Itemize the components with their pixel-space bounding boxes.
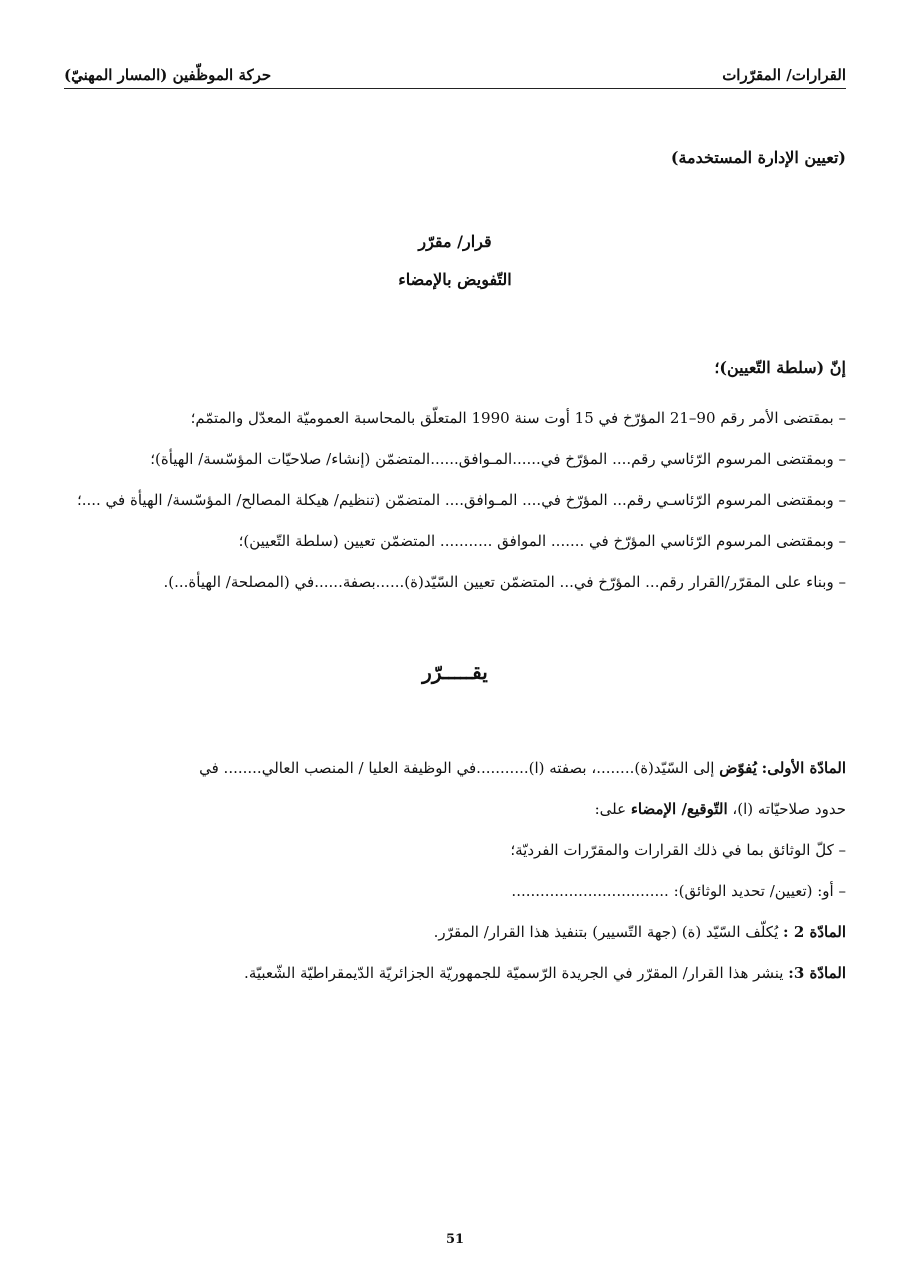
article-1-item-1: – كلّ الوثائق بما في ذلك القرارات والمقرّرات الفرديّة؛ — [510, 841, 846, 859]
articles-section — [64, 748, 846, 994]
article-3-text: ينشر هذا القرار/ المقرّر في الجريدة الرّسميّة للجمهوريّة الجزائريّة الدّيمقراطيّة الشّعبيّة. — [244, 964, 784, 982]
article-2-text: يُكلّف السّيّد (ة) (جهة التّسيير) بتنفيذ هذا القرار/ المقرّر. — [433, 923, 779, 941]
article-1-line-2-end: على: — [594, 800, 627, 818]
document-subtitle: التّفويض بالإمضاء — [398, 270, 512, 289]
article-1-item-2-blank: ................................. — [511, 882, 669, 900]
article-2-head: المادّة 2 : — [783, 923, 846, 941]
article-1-item-2-label: – أو: (تعيين/ تحديد الوثائق): — [673, 882, 846, 900]
visa-item: – وبناء على المقرّر/القرار رقم... المؤرّخ في... المتضمّن تعيين السّيّد(ة)......بصفة......في (المصلحة/ الهيأة...). — [163, 573, 846, 591]
article-3-head: المادّة 3: — [788, 964, 846, 982]
article-1-text: إلى السّيّد(ة)........، بصفته (ا)...........في الوظيفة العليا / المنصب العالي........ في — [199, 759, 715, 777]
visa-list — [64, 398, 846, 603]
article-1-verb: يُفوّض — [719, 759, 757, 777]
visa-item: – وبمقتضى المرسوم الرّئاسـي رقم... المؤرّخ في.... المـوافق.... المتضمّن (تنظيم/ هيكلة المصالح/ المؤسّسة/ الهيأة في ....؛ — [76, 491, 846, 509]
article-2 — [64, 912, 846, 953]
document-title: قرار/ مقرّر — [418, 232, 492, 251]
article-1-line-2-start: حدود صلاحيّاته (ا)، — [732, 800, 846, 818]
article-3 — [64, 953, 846, 994]
article-1-line-1 — [64, 748, 846, 789]
header-section-title: القرارات/ المقرّرات — [722, 66, 846, 84]
decides-heading: يقـــــرّر — [422, 660, 488, 684]
visa-item: – بمقتضى الأمر رقم 90–21 المؤرّخ في 15 أوت سنة 1990 المتعلّق بالمحاسبة العموميّة المعدّل والمتمّم؛ — [190, 409, 846, 427]
article-1-signature-term: التّوقيع/ الإمضاء — [630, 800, 728, 818]
article-1-line-2 — [64, 789, 846, 830]
visa-item: – وبمقتضى المرسوم الرّئاسي المؤرّخ في ....... الموافق ........... المتضمّن تعيين (سلطة التّعيين)؛ — [238, 532, 846, 550]
visa-item: – وبمقتضى المرسوم الرّئاسي رقم.... المؤرّخ في......المـوافق......المتضمّن (إنشاء/ صلاحيّات المؤسّسة/ الهيأة)؛ — [150, 450, 846, 468]
page-number: 51 — [445, 1232, 465, 1247]
article-1-item-2 — [64, 871, 846, 912]
header-chapter-title: حركة الموظّفين (المسار المهنيّ) — [64, 66, 272, 84]
intro-note: (تعيين الإدارة المستخدمة) — [670, 148, 846, 167]
page-header — [64, 56, 846, 89]
authority-line: إنّ (سلطة التّعيين)؛ — [714, 358, 846, 377]
article-1-head: المادّة الأولى: — [761, 759, 846, 777]
